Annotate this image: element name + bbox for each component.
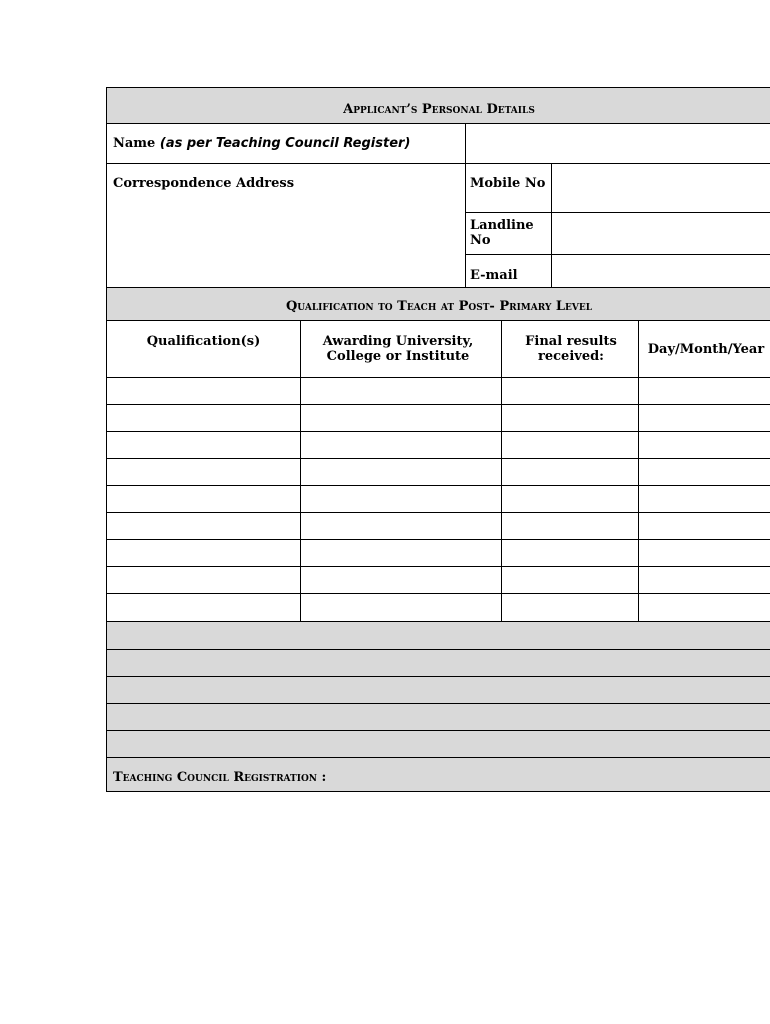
column-header-qualifications: Qualification(s)	[146, 334, 261, 349]
landline-label: Landline No	[470, 218, 534, 248]
qualification-row[interactable]	[107, 540, 770, 566]
name-label: Name (as per Teaching Council Register)	[113, 136, 411, 151]
landline-field[interactable]	[552, 213, 770, 253]
name-field[interactable]	[466, 124, 770, 162]
email-field[interactable]	[552, 255, 770, 286]
qualification-row[interactable]	[107, 432, 770, 458]
application-form	[106, 87, 770, 792]
email-label: E-mail	[470, 268, 518, 283]
qualification-row[interactable]	[107, 405, 770, 431]
qualification-row[interactable]	[107, 459, 770, 485]
teaching-council-registration-label: Teaching Council Registration :	[113, 770, 327, 785]
qualification-row[interactable]	[107, 567, 770, 593]
name-note: (as per Teaching Council Register)	[159, 136, 411, 151]
correspondence-address-field[interactable]	[107, 198, 465, 286]
qualification-row[interactable]	[107, 594, 770, 621]
personal-details-header: Applicant’s Personal Details	[343, 102, 535, 117]
correspondence-address-label: Correspondence Address	[113, 176, 295, 191]
mobile-label: Mobile No	[470, 176, 546, 191]
column-header-final-results: Final results received:	[525, 334, 617, 364]
column-header-date: Day/Month/Year	[647, 342, 765, 357]
qualification-row[interactable]	[107, 378, 770, 404]
column-header-awarding-institution: Awarding University, College or Institute	[322, 334, 474, 364]
qualification-header: Qualification to Teach at Post- Primary Level	[285, 299, 593, 314]
qualification-row[interactable]	[107, 513, 770, 539]
gray-rows-block	[107, 622, 770, 757]
mobile-field[interactable]	[552, 164, 770, 211]
qualification-row[interactable]	[107, 486, 770, 512]
